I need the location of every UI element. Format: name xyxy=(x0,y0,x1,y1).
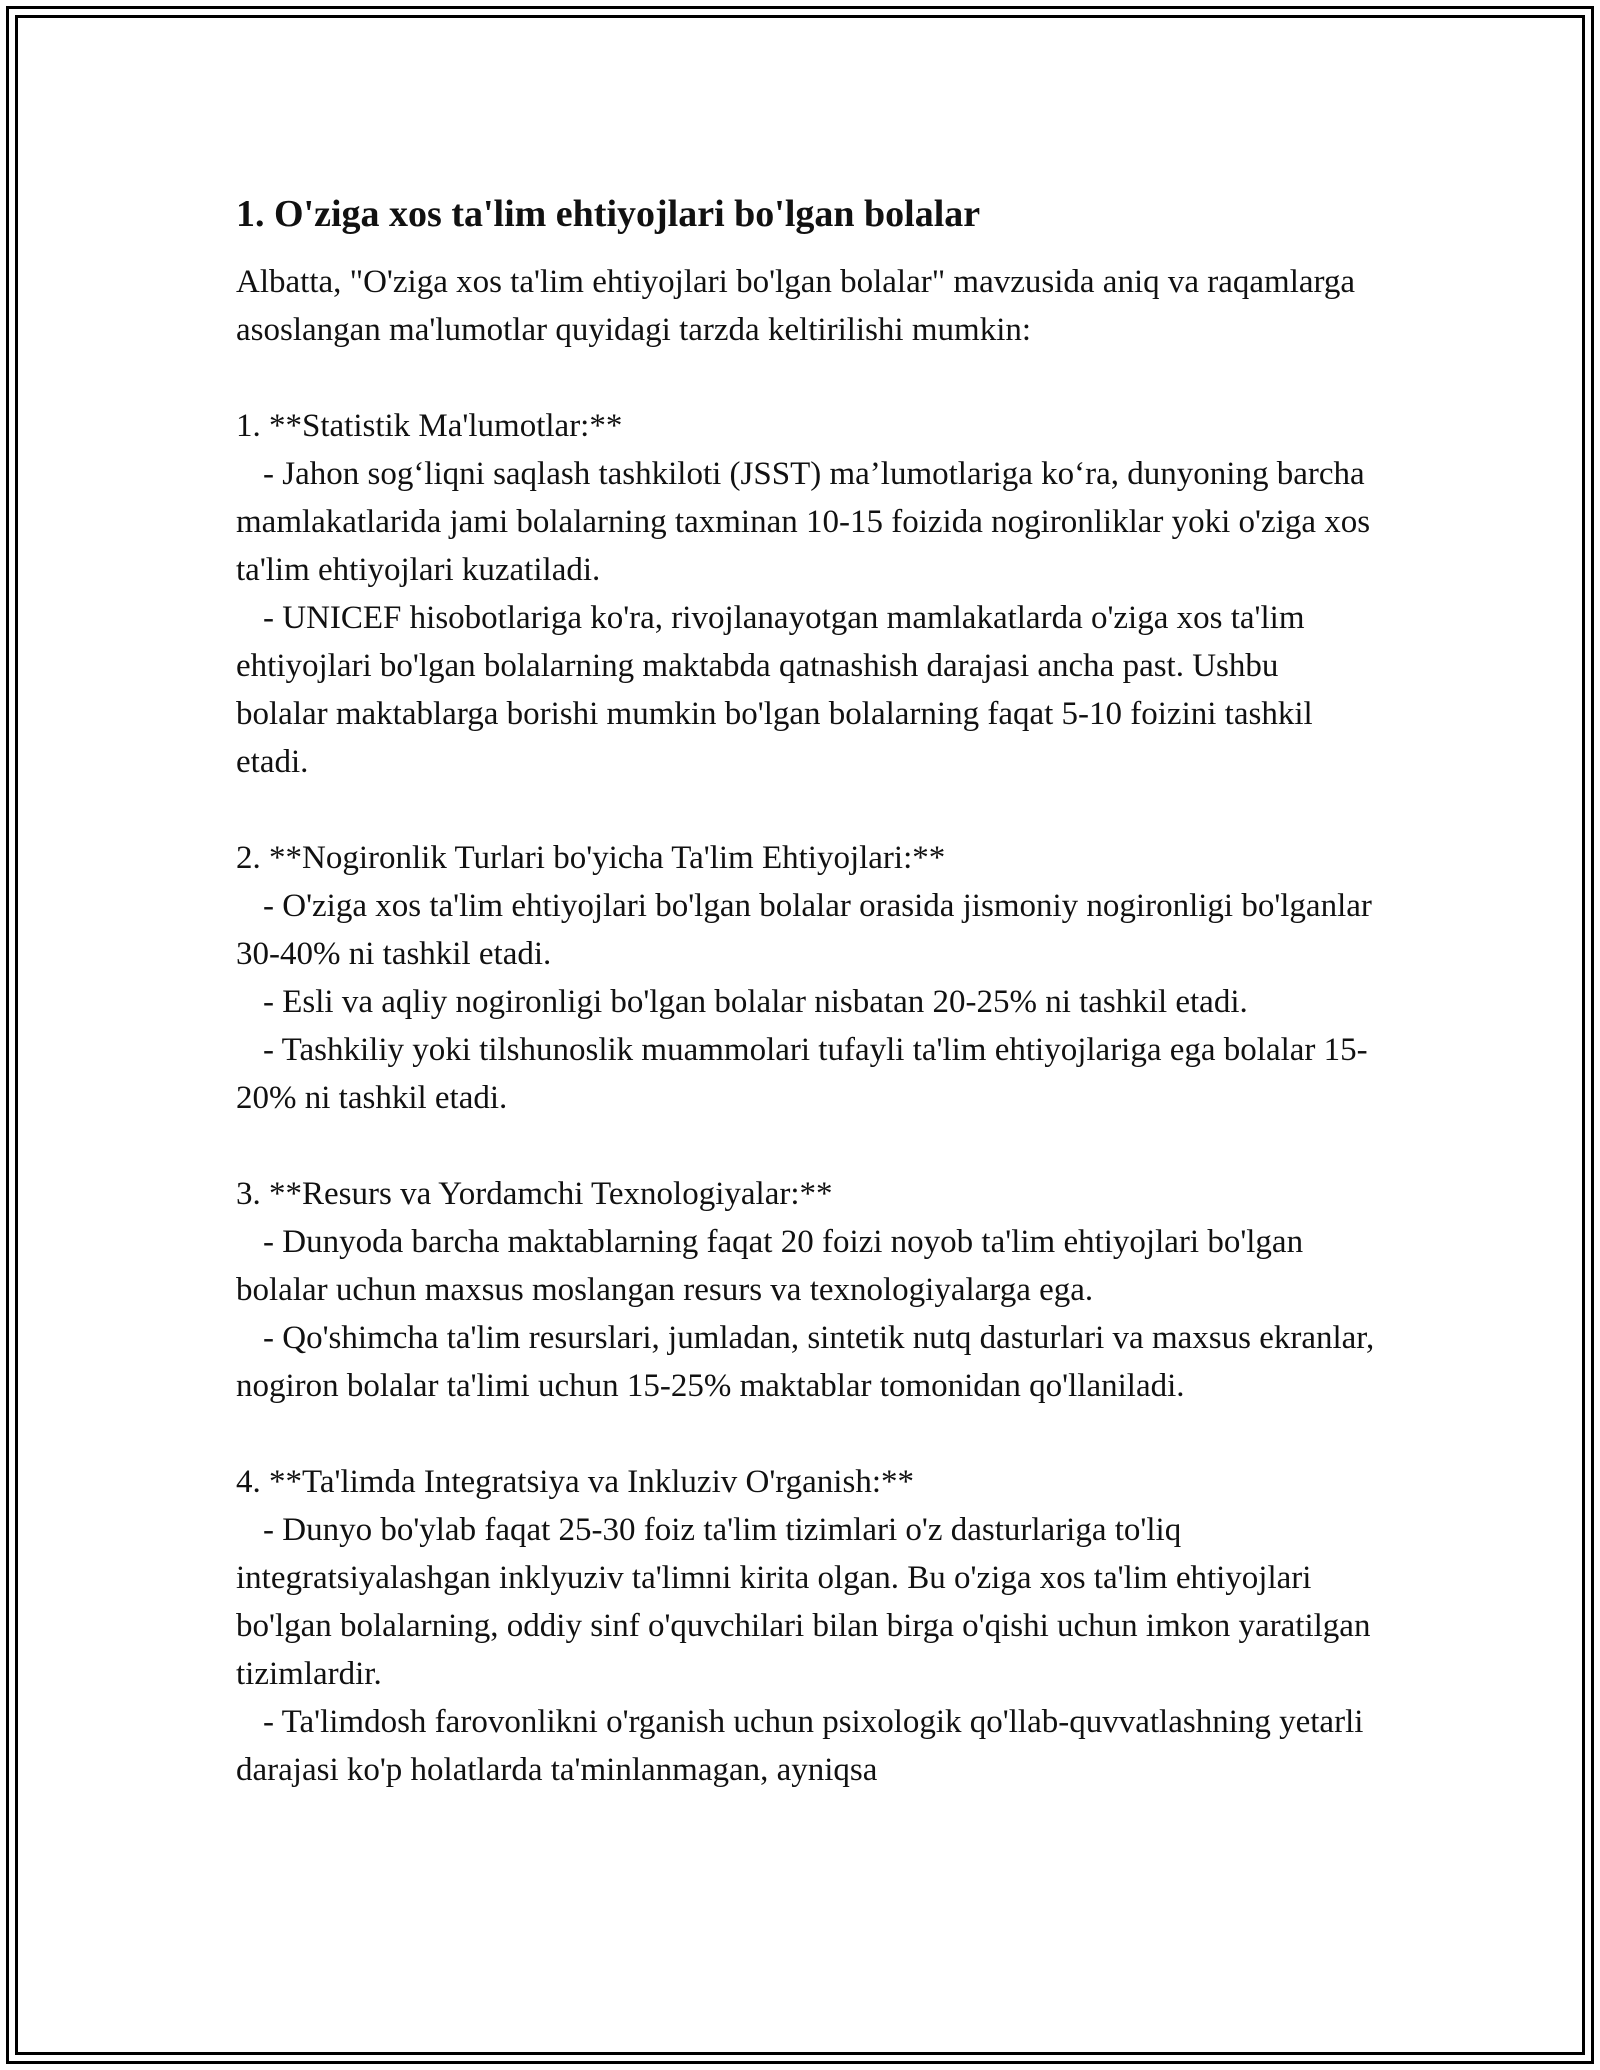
document-body xyxy=(236,190,1376,1794)
section-heading: 3. **Resurs va Yordamchi Texnologiyalar:** xyxy=(236,1176,833,1212)
bullet-item: - Dunyoda barcha maktablarning faqat 20 foizi noyob ta'lim ehtiyojlari bo'lgan bolalar uchun maxsus moslangan resurs va texnologiyalarga ega. xyxy=(236,1224,1304,1308)
intro-paragraph: Albatta, "O'ziga xos ta'lim ehtiyojlari bo'lgan bolalar" mavzusida aniq va raqamlarga asoslangan ma'lumotlar quyidagi tarzda keltirilishi mumkin: xyxy=(236,264,1356,348)
bullet-item: - Dunyo bo'ylab faqat 25-30 foiz ta'lim tizimlari o'z dasturlariga to'liq integratsiyalashgan inklyuziv ta'limni kirita olgan. Bu o'ziga xos ta'lim ehtiyojlari bo'lgan bolalarning, oddiy sinf o'quvchilari bilan birga o'qishi uchun imkon yaratilgan tizimlardir. xyxy=(236,1512,1371,1692)
bullet-item: - Qo'shimcha ta'lim resurslari, jumladan, sintetik nutq dasturlari va maxsus ekranlar, nogiron bolalar ta'limi uchun 15-25% maktablar tomonidan qo'llaniladi. xyxy=(236,1320,1375,1404)
section-integration xyxy=(236,1458,1376,1794)
bullet-item: - Tashkiliy yoki tilshunoslik muammolari tufayli ta'lim ehtiyojlariga ega bolalar 15-20% ni tashkil etadi. xyxy=(236,1032,1368,1116)
section-disability-types xyxy=(236,834,1376,1122)
section-heading: 1. **Statistik Ma'lumotlar:** xyxy=(236,408,623,444)
bullet-item: - Jahon sog‘liqni saqlash tashkiloti (JSST) ma’lumotlariga ko‘ra, dunyoning barcha mamlakatlarida jami bolalarning taxminan 10-15 foizida nogironliklar yoki o'ziga xos ta'lim ehtiyojlari kuzatiladi. xyxy=(236,456,1371,588)
section-statistics xyxy=(236,402,1376,786)
document-title: 1. O'ziga xos ta'lim ehtiyojlari bo'lgan bolalar xyxy=(236,193,981,235)
section-heading: 2. **Nogironlik Turlari bo'yicha Ta'lim Ehtiyojlari:** xyxy=(236,840,946,876)
bullet-item: - O'ziga xos ta'lim ehtiyojlari bo'lgan bolalar orasida jismoniy nogironligi bo'lganlar 30-40% ni tashkil etadi. xyxy=(236,888,1372,972)
section-resources xyxy=(236,1170,1376,1410)
bullet-item: - UNICEF hisobotlariga ko'ra, rivojlanayotgan mamlakatlarda o'ziga xos ta'lim ehtiyojlari bo'lgan bolalarning maktabda qatnashish darajasi ancha past. Ushbu bolalar maktablarga borishi mumkin bo'lgan bolalarning faqat 5-10 foizini tashkil etadi. xyxy=(236,600,1313,780)
bullet-item: - Ta'limdosh farovonlikni o'rganish uchun psixologik qo'llab-quvvatlashning yetarli darajasi ko'p holatlarda ta'minlanmagan, ayniqsa xyxy=(236,1704,1364,1788)
bullet-item: - Esli va aqliy nogironligi bo'lgan bolalar nisbatan 20-25% ni tashkil etadi. xyxy=(263,984,1248,1020)
section-heading: 4. **Ta'limda Integratsiya va Inkluziv O'rganish:** xyxy=(236,1464,914,1500)
